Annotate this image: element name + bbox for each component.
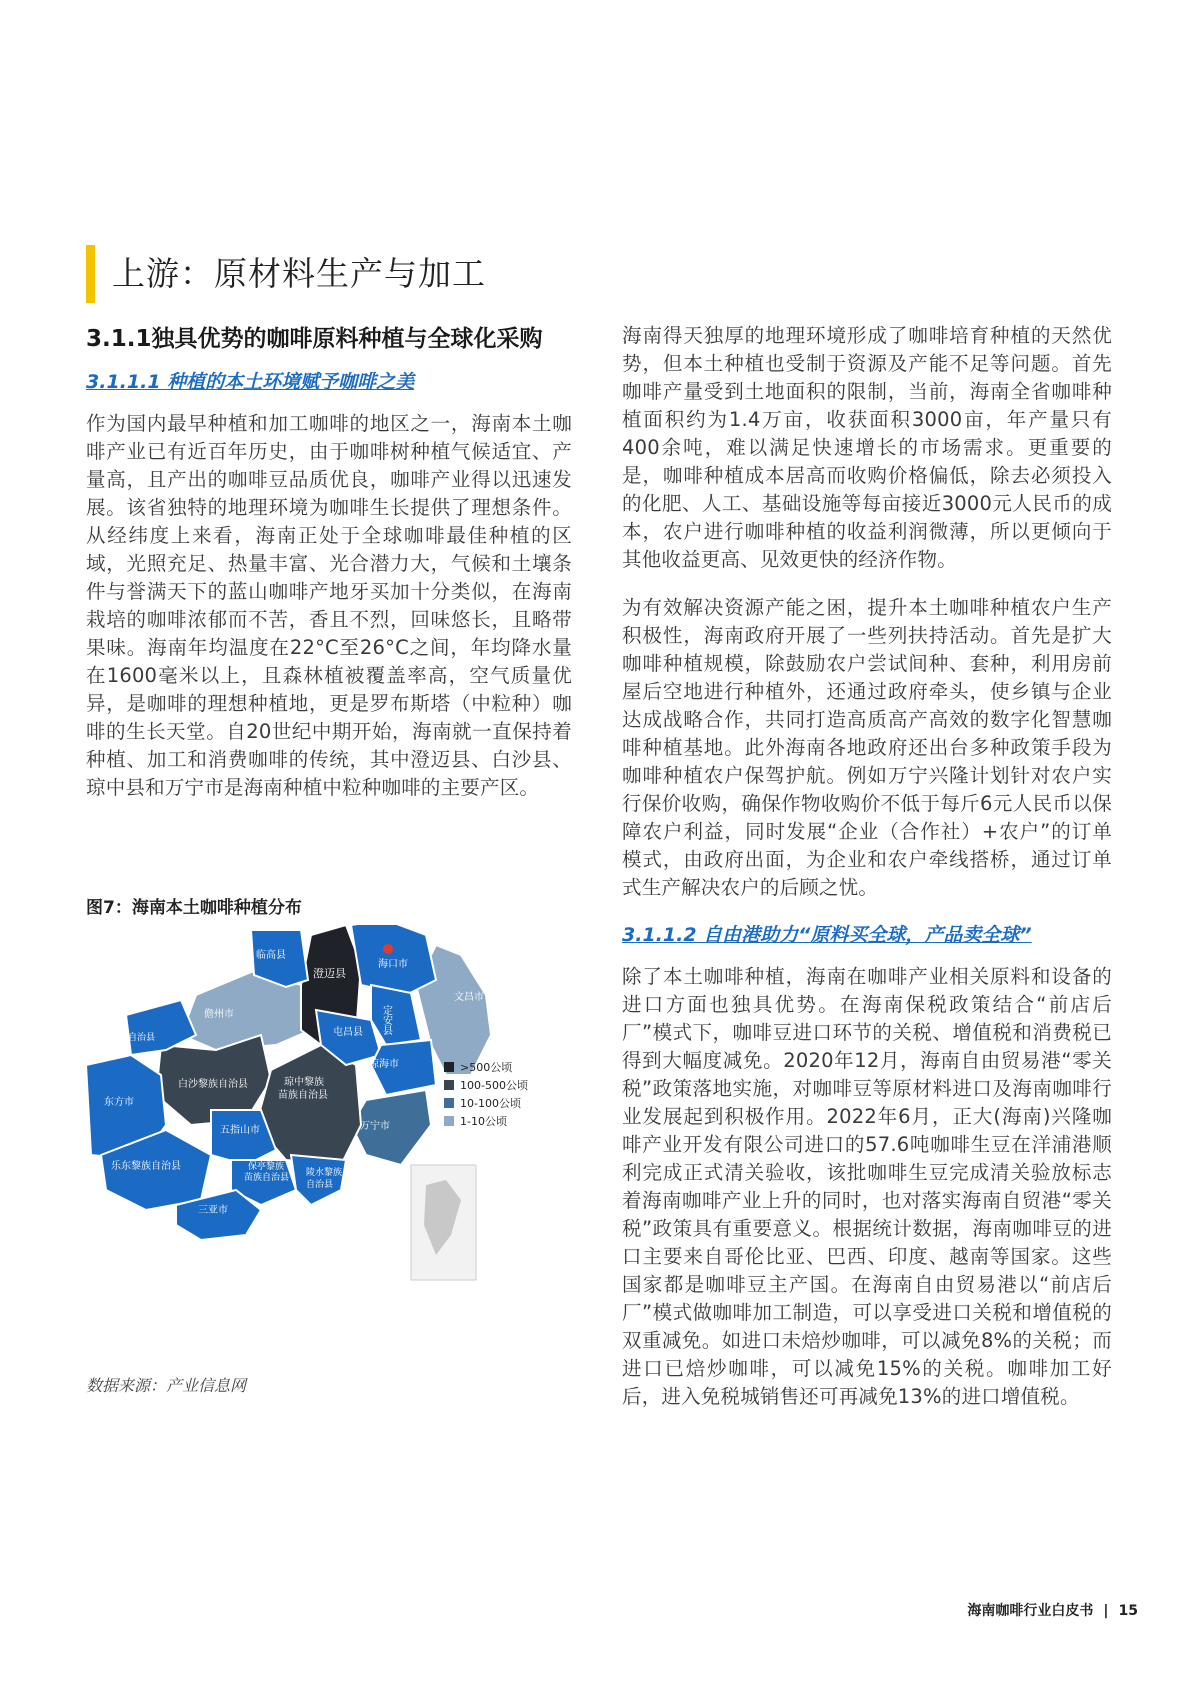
label-danzhou: 儋州市	[204, 1009, 234, 1020]
label-dongfang: 东方市	[104, 1097, 134, 1108]
legend-label-1: 100-500公顷	[460, 1079, 528, 1092]
haikou-marker	[383, 944, 393, 954]
page-number: 15	[1118, 1603, 1138, 1619]
legend-label-0: >500公顷	[460, 1061, 513, 1074]
label-wanning: 万宁市	[360, 1121, 390, 1132]
section-title: 上游：原材料生产与加工	[112, 254, 486, 293]
body-paragraph-3: 除了本土咖啡种植，海南在咖啡产业相关原料和设备的进口方面也独具优势。在海南保税政策结合“前店后厂”模式下，咖啡豆进口环节的关税、增值税和消费税已得到大幅度减免。2020年12月，海南自由贸易港“零关税”政策落地实施，对咖啡豆等原材料进口及海南咖啡行业发展起到积极作用。2022年6月，正大(海南)兴隆咖啡产业开发有限公司进口的57.6吨咖啡生豆在洋浦港顺利完成正式清关验收，该批咖啡生豆完成清关验放标志着海南咖啡产业上升的同时，也对落实海南自贸港“零关税”政策具有重要意义。根据统计数据，海南咖啡豆的进口主要来自哥伦比亚、巴西、印度、越南等国家。这些国家都是咖啡豆主产国。在海南自由贸易港以“前店后厂”模式做咖啡加工制造，可以享受进口关税和增值税的双重减免。如进口未焙炒咖啡，可以减免8%的关税；而进口已焙炒咖啡，可以减免15%的关税。咖啡加工好后，进入免税城销售还可再减免13%的进口增值税。	[622, 965, 1112, 1408]
hainan-map	[86, 925, 566, 1375]
figure-caption: 图7：海南本土咖啡种植分布	[86, 898, 302, 918]
section-heading: 3.1.1独具优势的咖啡原料种植与全球化采购	[86, 326, 543, 352]
footer-separator: |	[1103, 1603, 1109, 1619]
label-qiongzhong-2: 苗族自治县	[278, 1090, 328, 1101]
label-sanya: 三亚市	[198, 1205, 228, 1216]
label-lingshui: 陵水黎族	[306, 1168, 343, 1178]
legend-swatch-0	[444, 1062, 454, 1072]
right-column	[622, 322, 1112, 1411]
legend-swatch-1	[444, 1080, 454, 1090]
label-wuzhishan: 五指山市	[220, 1125, 260, 1136]
legend-swatch-2	[444, 1098, 454, 1108]
label-dingan: 定安县	[380, 1005, 392, 1035]
legend-label-3: 1-10公顷	[460, 1115, 507, 1128]
region-dingan	[371, 985, 421, 1045]
label-chengmai: 澄迈县	[313, 967, 346, 980]
page-footer	[967, 1600, 1138, 1620]
label-haikou: 海口市	[378, 959, 408, 970]
body-paragraph: 作为国内最早种植和加工咖啡的地区之一，海南本土咖啡产业已有近百年历史，由于咖啡树种植气候适宜、产量高，且产出的咖啡豆品质优良，咖啡产业得以迅速发展。该省独特的地理环境为咖啡生长提供了理想条件。从经纬度上来看，海南正处于全球咖啡最佳种植的区域，光照充足、热量丰富、光合潜力大，气候和土壤条件与誉满天下的蓝山咖啡产地牙买加十分类似，在海南栽培的咖啡浓郁而不苦，香且不烈，回味悠长，且略带果味。海南年均温度在22°C至26°C之间，年均降水量在1600毫米以上，且森林植被覆盖率高，空气质量优异，是咖啡的理想种植地，更是罗布斯塔（中粒种）咖啡的生长天堂。自20世纪中期开始，海南就一直保持着种植、加工和消费咖啡的传统，其中澄迈县、白沙县、琼中县和万宁市是海南种植中粒种咖啡的主要产区。	[86, 412, 572, 799]
label-lingshui-2: 自治县	[306, 1180, 334, 1190]
label-lingao: 临高县	[256, 950, 286, 961]
title-accent-bar	[86, 245, 95, 303]
legend-label-2: 10-100公顷	[460, 1097, 521, 1110]
label-qiongzhong: 琼中黎族	[284, 1077, 324, 1088]
label-baoting-2: 苗族自治县	[244, 1173, 290, 1183]
label-baisha: 白沙黎族自治县	[178, 1079, 248, 1090]
label-tunchang: 屯昌县	[333, 1027, 363, 1038]
label-changjiang: 昌江黎族自治县	[92, 1033, 156, 1043]
body-paragraph-1: 海南得天独厚的地理环境形成了咖啡培育种植的天然优势，但本土种植也受制于资源及产能不足等问题。首先咖啡产量受到土地面积的限制，当前，海南全省咖啡种植面积约为1.4万亩，收获面积3000亩，年产量只有400余吨，难以满足快速增长的市场需求。更重要的是，咖啡种植成本居高而收购价格偏低，除去必须投入的化肥、人工、基础设施等每亩接近3000元人民币的成本，农户进行咖啡种植的收益利润微薄，所以更倾向于其他收益更高、见效更快的经济作物。	[622, 324, 1112, 571]
subsection-heading: 3.1.1.1 种植的本土环境赋予咖啡之美	[86, 371, 415, 393]
figure-source: 数据来源：产业信息网	[86, 1376, 247, 1395]
label-ledong: 乐东黎族自治县	[111, 1161, 181, 1172]
footer-doc-title: 海南咖啡行业白皮书	[967, 1603, 1094, 1619]
label-wenchang: 文昌市	[454, 992, 484, 1003]
label-qionghai: 琼海市	[369, 1059, 399, 1070]
label-baoting: 保亭黎族	[248, 1162, 285, 1172]
left-column	[86, 320, 572, 802]
body-paragraph-2: 为有效解决资源产能之困，提升本土咖啡种植农户生产积极性，海南政府开展了一些列扶持活动。首先是扩大咖啡种植规模，除鼓励农户尝试间种、套种，利用房前屋后空地进行种植外，还通过政府牵头，使乡镇与企业达成战略合作，共同打造高质高产高效的数字化智慧咖啡种植基地。此外海南各地政府还出台多种政策手段为咖啡种植农户保驾护航。例如万宁兴隆计划针对农户实行保价收购，确保作物收购价不低于每斤6元人民币以保障农户利益，同时发展“企业（合作社）+农户”的订单模式，由政府出面，为企业和农户牵线搭桥，通过订单式生产解决农户的后顾之忧。	[622, 596, 1112, 899]
legend-swatch-3	[444, 1116, 454, 1126]
subsection-heading-2: 3.1.1.2 自由港助力“原料买全球，产品卖全球”	[622, 924, 1032, 946]
